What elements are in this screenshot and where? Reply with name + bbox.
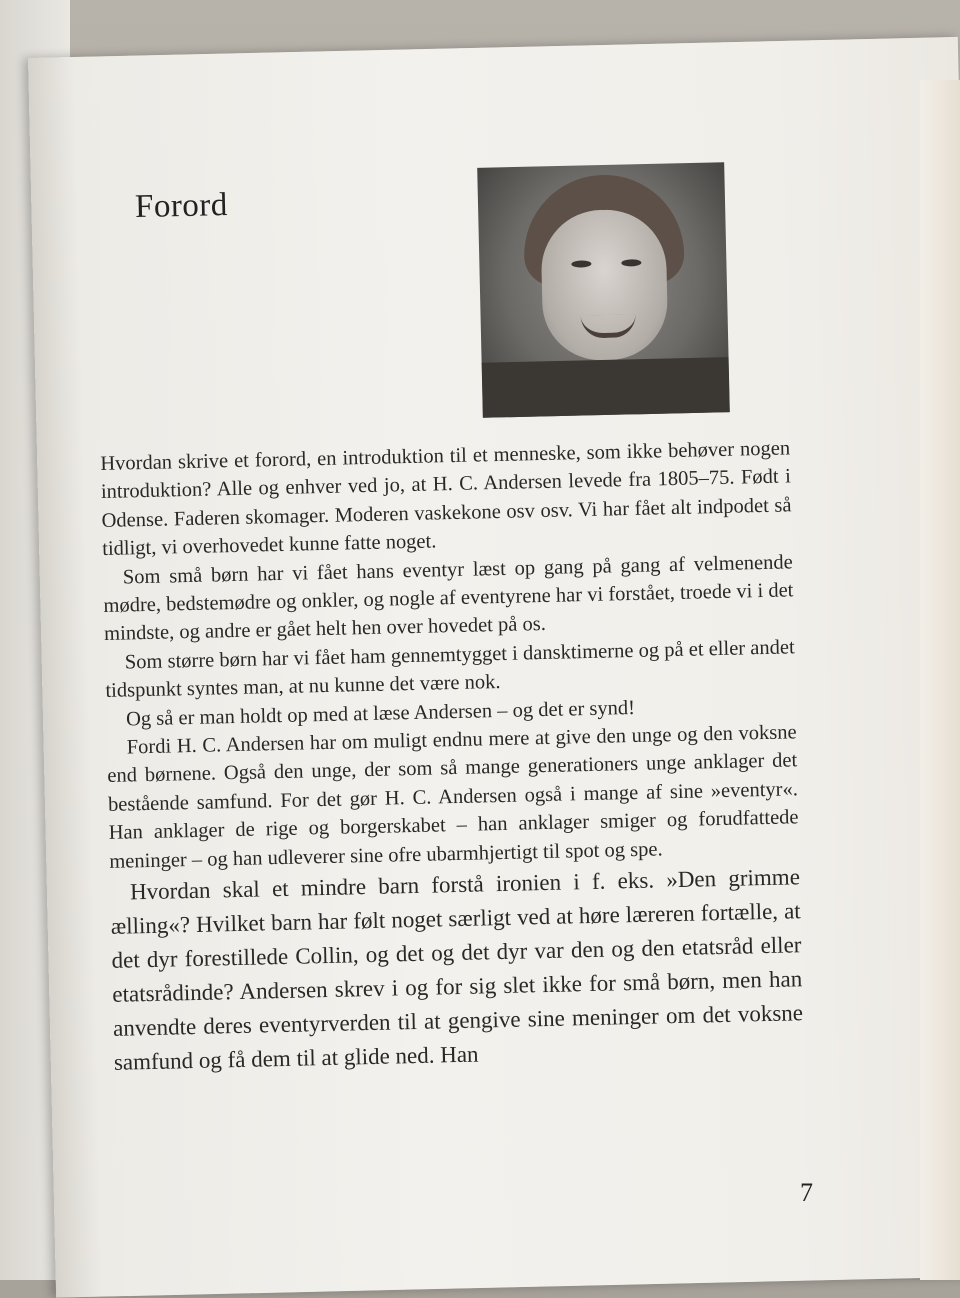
paragraph: Hvordan skal et mindre barn forstå ironien i f. eks. »Den grimme ælling«? Hvilket barn har følt noget særligt ved at høre læreren fortælle, at det dyr forestillede Collin, og det og det dyr var den og den etatsråd eller etatsrådinde? Andersen skrev i og for sig slet ikke for små børn, men han anvendte deres eventyrverden til at gengive sine meninger om det voksne samfund og få dem til at glide ned. Han xyxy=(110,864,804,1075)
page-number: 7 xyxy=(800,1178,813,1207)
paragraph: Fordi H. C. Andersen har om muligt endnu mere at give den unge og den voksne end børnene. Også den unge, der som så mange generationers unge anklager det bestående samfund. For det gør H. C. Andersen også i mange af sine »eventyr«. Han anklager de rige og borgerskabet – han anklager smiger og forudfattede meninger – og han udleverer sine ofre ubarmhjertigt til spot og spe. xyxy=(107,721,799,873)
page-title: Forord xyxy=(134,186,229,226)
page-edge xyxy=(920,80,960,1280)
body-text xyxy=(100,434,804,1080)
paragraph: Som små børn har vi fået hans eventyr læst op gang på gang af velmenende mødre, bedstemødre og onkler, og nogle af eventyrene har vi forstået, troede vi i det mindste, og andre er gået helt hen over hovedet på os. xyxy=(103,550,794,646)
paragraph: Og så er man holdt op med at læse Andersen – og det er synd! xyxy=(125,696,636,731)
portrait-photo xyxy=(477,162,730,418)
paragraph: Hvordan skrive et forord, en introduktion til et menneske, som ikke behøver nogen introduktion? Alle og enhver ved jo, at H. C. Andersen levede fra 1805–75. Født i Odense. Faderen skomager. Moderen vaskekone osv osv. Vi har fået alt indpodet så tidligt, vi overhovedet kunne fatte noget. xyxy=(100,437,792,561)
paragraph: Som større børn har vi fået ham gennemtygget i dansktimerne og på et eller andet tidspunkt syntes man, at nu kunne det være nok. xyxy=(105,636,795,703)
